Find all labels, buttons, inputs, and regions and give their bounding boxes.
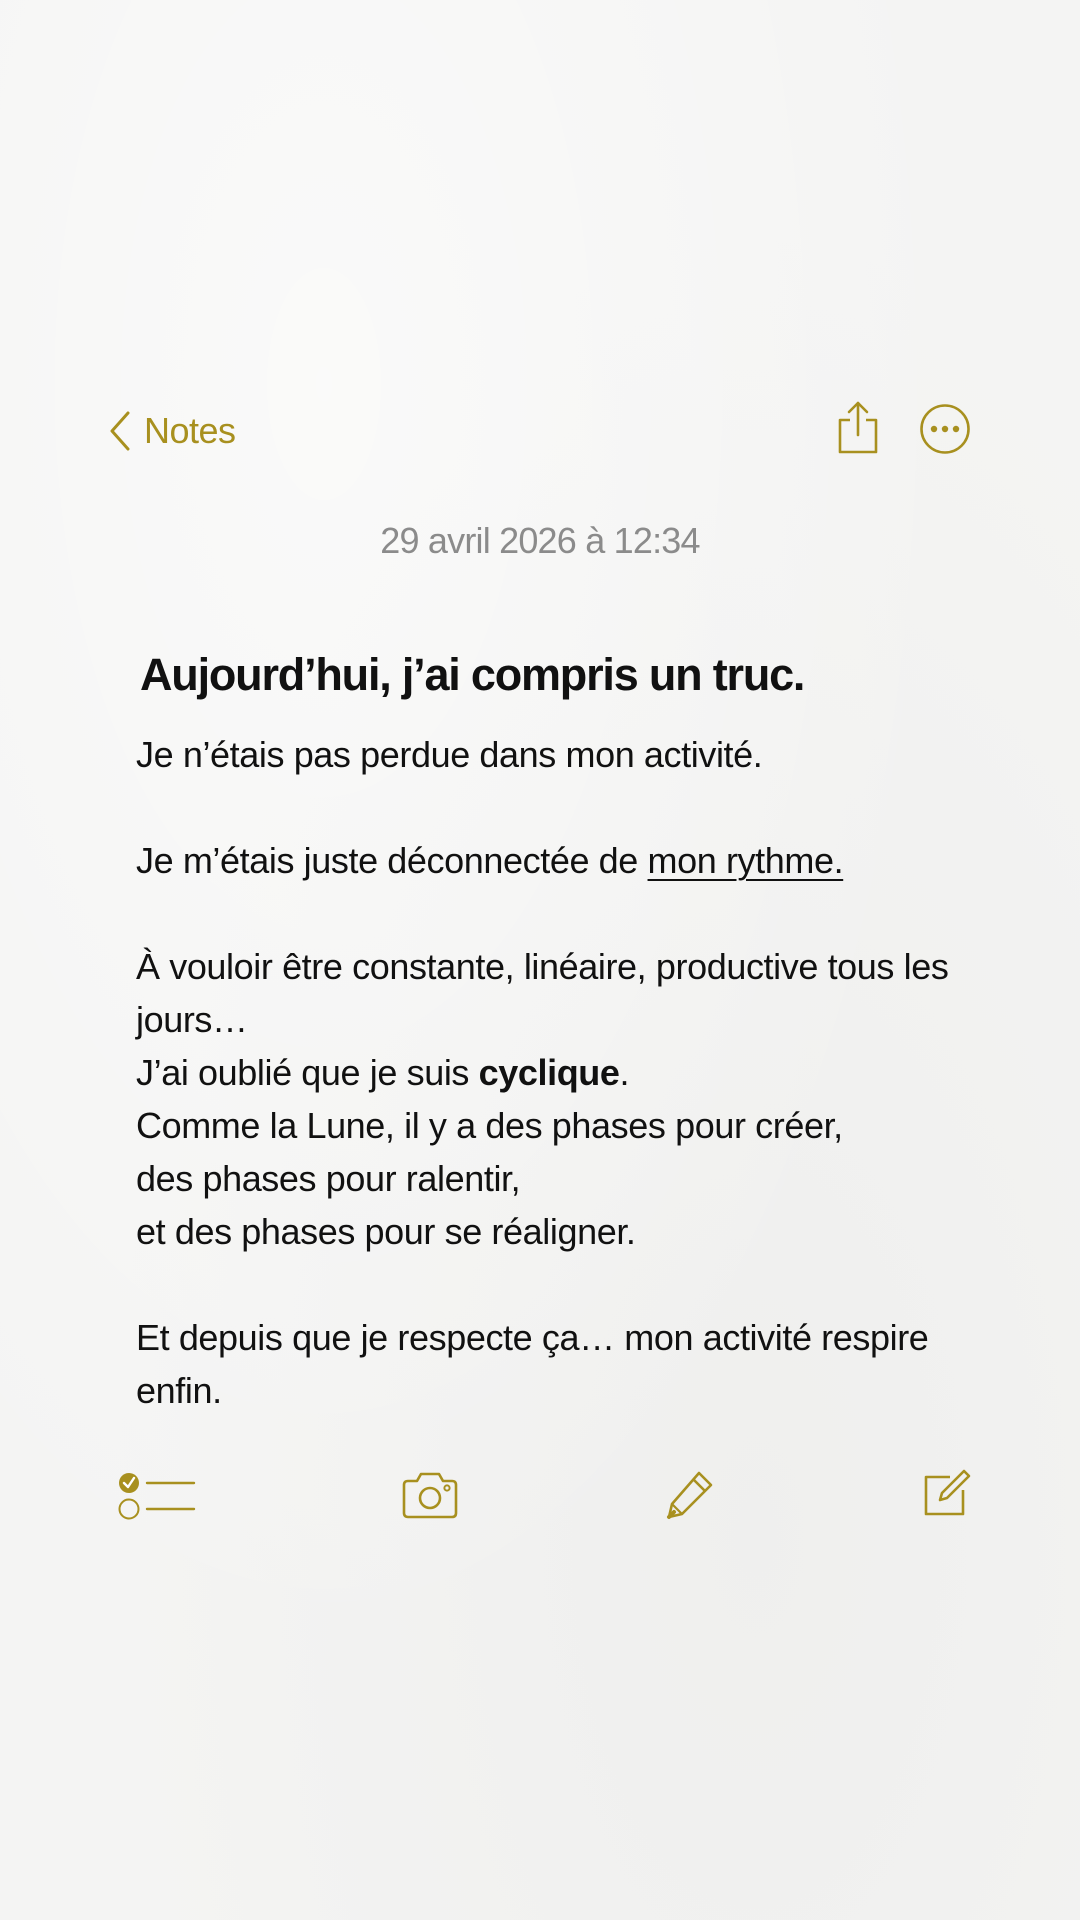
underlined-text: mon rythme. [647, 840, 844, 881]
note-text: . [619, 1052, 630, 1093]
share-button[interactable] [835, 400, 881, 461]
share-icon [835, 443, 881, 460]
navigation-bar [0, 400, 1080, 462]
more-ellipsis-icon [918, 443, 972, 460]
note-text: Je m’étais juste déconnectée de [136, 840, 648, 881]
note-line: Comme la Lune, il y a des phases pour créer, [136, 1105, 843, 1146]
chevron-left-icon [108, 410, 132, 452]
compose-icon [920, 1507, 972, 1524]
blank-line [136, 1258, 966, 1311]
note-line [136, 834, 966, 887]
back-button[interactable] [108, 408, 236, 454]
markup-button[interactable] [665, 1468, 717, 1525]
camera-icon [400, 1507, 460, 1524]
note-line: et des phases pour se réaligner. [136, 1211, 636, 1252]
bold-text: cyclique [478, 1052, 620, 1093]
compose-button[interactable] [920, 1468, 972, 1525]
note-title: Aujourd’hui, j’ai compris un truc. [140, 649, 805, 700]
camera-button[interactable] [400, 1470, 460, 1525]
checklist-icon [117, 1507, 197, 1524]
note-text: J’ai oublié que je suis [136, 1052, 479, 1093]
note-line: À vouloir être constante, linéaire, productive tous les jours… [136, 946, 949, 1040]
note-line: des phases pour ralentir, [136, 1158, 521, 1199]
note-line: Je n’étais pas perdue dans mon activité. [136, 734, 763, 775]
bottom-toolbar [0, 1468, 1080, 1526]
note-line [136, 1046, 966, 1099]
note-date: 29 avril 2026 à 12:34 [380, 520, 700, 561]
blank-line [136, 887, 966, 940]
blank-line [136, 781, 966, 834]
checklist-button[interactable] [117, 1470, 197, 1525]
pencil-markup-icon [665, 1507, 717, 1524]
more-button[interactable] [918, 402, 972, 461]
note-body[interactable] [136, 640, 966, 1417]
back-label: Notes [144, 410, 236, 451]
note-line: Et depuis que je respecte ça… mon activité respire enfin. [136, 1317, 929, 1411]
